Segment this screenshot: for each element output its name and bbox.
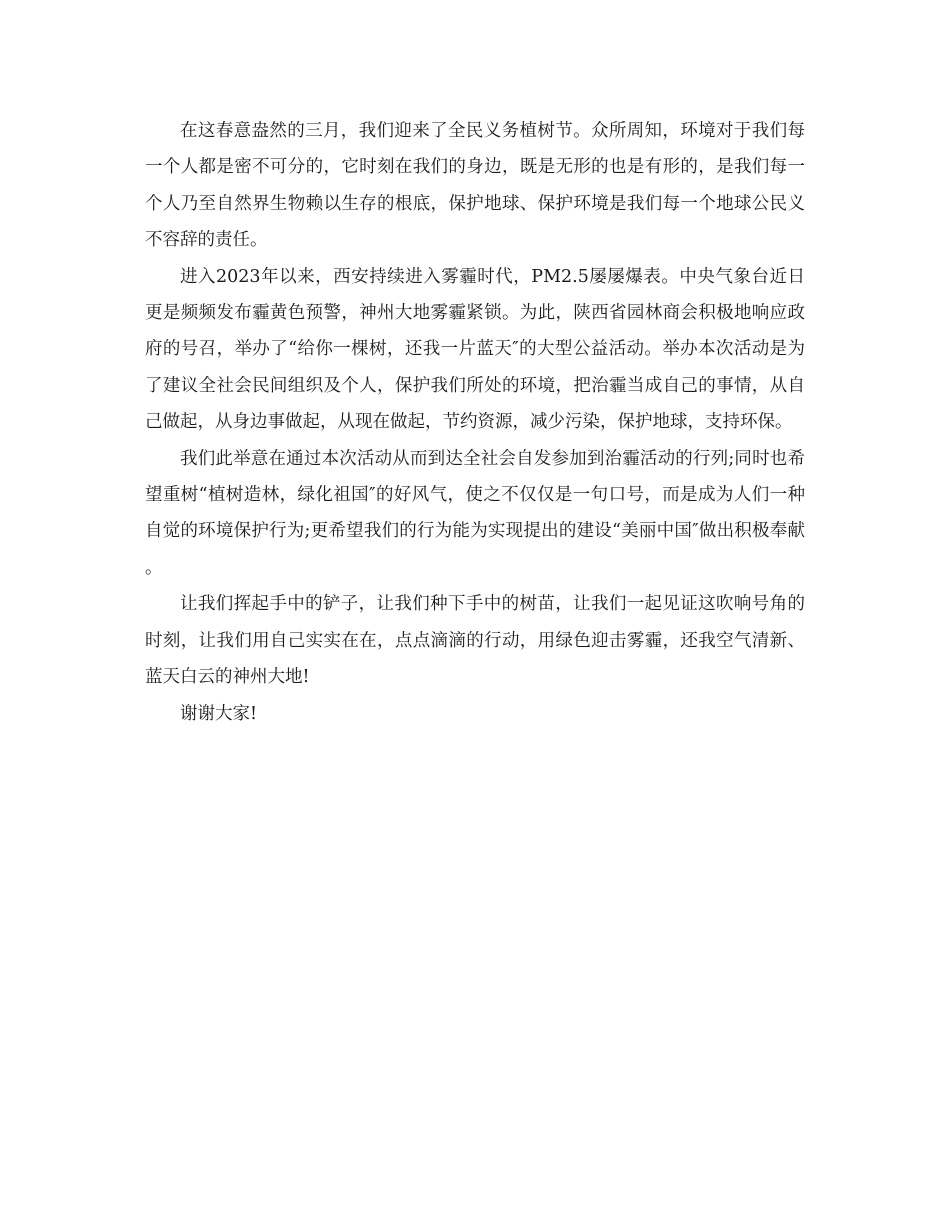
paragraph-purpose: 我们此举意在通过本次活动从而到达全社会自发参加到治霾活动的行列;同时也希望重树“植树造林，绿化祖国″的好风气，使之不仅仅是一句口号，而是成为人们一种自觉的环境保护行为;更希望我们的行为能为实现提出的建设“美丽中国″做出积极奉献。 xyxy=(145,448,805,578)
paragraph-intro: 在这春意盎然的三月，我们迎来了全民义务植树节。众所周知，环境对于我们每一个人都是密不可分的，它时刻在我们的身边，既是无形的也是有形的，是我们每一个人乃至自然界生物赖以生存的根底，保护地球、保护环境是我们每一个地球公民义不容辞的责任。 xyxy=(145,121,805,251)
paragraph-call-to-action: 让我们挥起手中的铲子，让我们种下手中的树苗，让我们一起见证这吹响号角的时刻，让我们用自己实实在在，点点滴滴的行动，用绿色迎击雾霾，还我空气清新、蓝天白云的神州大地! xyxy=(145,594,805,688)
document-body xyxy=(145,113,805,732)
paragraph-background: 进入2023年以来，西安持续进入雾霾时代，PM2.5屡屡爆表。中央气象台近日更是频频发布霾黄色预警，神州大地雾霾紧锁。为此，陕西省园林商会积极地响应政府的号召，举办了“给你一棵树，还我一片蓝天″的大型公益活动。举办本次活动是为了建议全社会民间组织及个人，保护我们所处的环境，把治霾当成自己的事情，从自己做起，从身边事做起，从现在做起，节约资源，减少污染，保护地球，支持环保。 xyxy=(145,266,805,433)
paragraph-thanks: 谢谢大家! xyxy=(180,703,258,724)
